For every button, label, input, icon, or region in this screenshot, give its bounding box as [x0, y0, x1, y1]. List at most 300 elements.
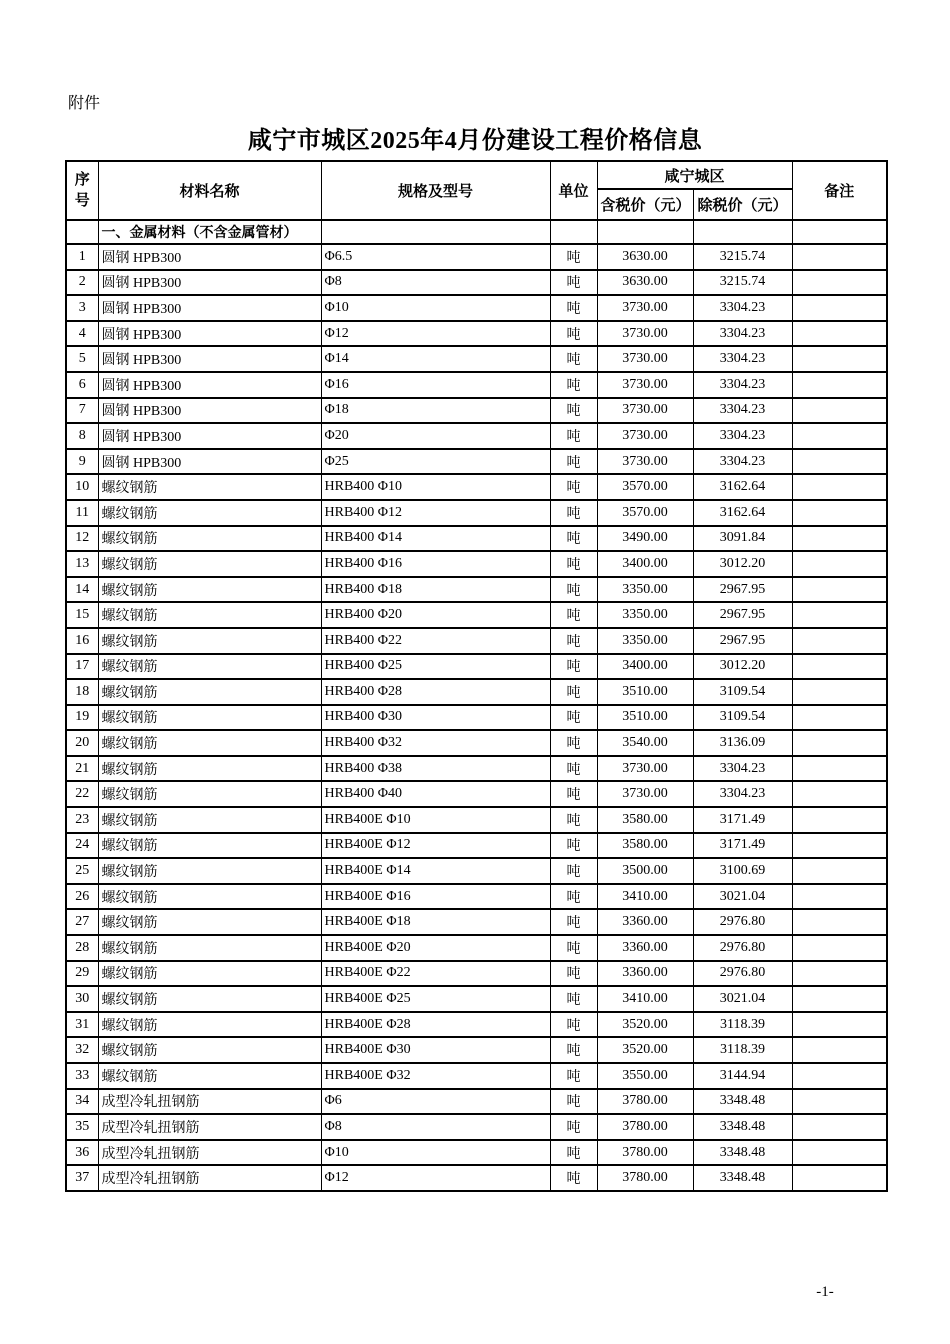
- cell-remark: [792, 526, 887, 552]
- table-row: [66, 398, 887, 424]
- cell-spec-model: HRB400 Φ32: [321, 730, 550, 756]
- table-row: [66, 526, 887, 552]
- cell-material-name: 螺纹钢筋: [98, 705, 321, 731]
- cell-unit: 吨: [550, 526, 597, 552]
- table-row: [66, 321, 887, 347]
- cell-unit: 吨: [550, 1063, 597, 1089]
- cell-unit: 吨: [550, 935, 597, 961]
- cell-unit: 吨: [550, 346, 597, 372]
- cell-price-excl-tax: [693, 220, 792, 244]
- table-row: [66, 935, 887, 961]
- table-row: [66, 807, 887, 833]
- col-header-seq: [66, 161, 98, 220]
- table-row: [66, 858, 887, 884]
- cell-remark: [792, 346, 887, 372]
- cell-remark: [792, 270, 887, 296]
- cell-material-name: 螺纹钢筋: [98, 500, 321, 526]
- cell-unit: 吨: [550, 244, 597, 270]
- cell-unit: 吨: [550, 551, 597, 577]
- cell-unit: 吨: [550, 423, 597, 449]
- cell-remark: [792, 1012, 887, 1038]
- table-row: [66, 628, 887, 654]
- cell-remark: [792, 321, 887, 347]
- cell-spec-model: HRB400E Φ16: [321, 884, 550, 910]
- cell-material-name: 圆钢 HPB300: [98, 372, 321, 398]
- cell-price-incl-tax: 3570.00: [597, 500, 693, 526]
- cell-material-name: 圆钢 HPB300: [98, 346, 321, 372]
- cell-remark: [792, 909, 887, 935]
- cell-seq: 10: [66, 474, 98, 500]
- col-header-material: 材料名称: [98, 161, 321, 220]
- cell-unit: 吨: [550, 1140, 597, 1166]
- cell-material-name: 螺纹钢筋: [98, 628, 321, 654]
- cell-price-excl-tax: 3012.20: [693, 551, 792, 577]
- cell-seq: 14: [66, 577, 98, 603]
- page-number: -1-: [816, 1284, 834, 1300]
- cell-material-name: 螺纹钢筋: [98, 679, 321, 705]
- cell-price-excl-tax: 3304.23: [693, 398, 792, 424]
- cell-spec-model: Φ8: [321, 270, 550, 296]
- cell-price-excl-tax: 3118.39: [693, 1037, 792, 1063]
- cell-material-name: 圆钢 HPB300: [98, 295, 321, 321]
- cell-material-name: 成型冷轧扭钢筋: [98, 1140, 321, 1166]
- table-row: [66, 833, 887, 859]
- cell-material-name: 成型冷轧扭钢筋: [98, 1114, 321, 1140]
- cell-price-excl-tax: 2967.95: [693, 628, 792, 654]
- table-row: [66, 551, 887, 577]
- cell-unit: 吨: [550, 730, 597, 756]
- cell-spec-model: Φ20: [321, 423, 550, 449]
- cell-spec-model: Φ6.5: [321, 244, 550, 270]
- cell-price-excl-tax: 3304.23: [693, 321, 792, 347]
- cell-material-name: 螺纹钢筋: [98, 474, 321, 500]
- cell-spec-model: HRB400 Φ16: [321, 551, 550, 577]
- cell-material-name: 螺纹钢筋: [98, 756, 321, 782]
- cell-price-excl-tax: 3021.04: [693, 986, 792, 1012]
- cell-remark: [792, 1114, 887, 1140]
- table-row: [66, 1063, 887, 1089]
- table-row: [66, 884, 887, 910]
- cell-unit: 吨: [550, 1037, 597, 1063]
- cell-price-incl-tax: 3730.00: [597, 449, 693, 475]
- cell-unit: 吨: [550, 807, 597, 833]
- cell-remark: [792, 781, 887, 807]
- cell-price-excl-tax: 3171.49: [693, 833, 792, 859]
- cell-remark: [792, 295, 887, 321]
- table-row: [66, 1114, 887, 1140]
- cell-seq: 28: [66, 935, 98, 961]
- cell-unit: 吨: [550, 398, 597, 424]
- cell-unit: 吨: [550, 833, 597, 859]
- cell-price-incl-tax: 3540.00: [597, 730, 693, 756]
- cell-seq: 1: [66, 244, 98, 270]
- cell-material-name: 螺纹钢筋: [98, 551, 321, 577]
- cell-unit: 吨: [550, 679, 597, 705]
- cell-unit: 吨: [550, 961, 597, 987]
- cell-seq: 25: [66, 858, 98, 884]
- cell-spec-model: HRB400E Φ30: [321, 1037, 550, 1063]
- cell-price-incl-tax: 3730.00: [597, 346, 693, 372]
- cell-seq: 36: [66, 1140, 98, 1166]
- cell-price-incl-tax: 3570.00: [597, 474, 693, 500]
- col-header-remark: 备注: [792, 161, 887, 220]
- cell-material-name: 成型冷轧扭钢筋: [98, 1089, 321, 1115]
- cell-seq: 8: [66, 423, 98, 449]
- table-row: [66, 602, 887, 628]
- cell-spec-model: HRB400 Φ22: [321, 628, 550, 654]
- cell-price-excl-tax: 3162.64: [693, 474, 792, 500]
- cell-seq: 23: [66, 807, 98, 833]
- table-row: [66, 423, 887, 449]
- cell-seq: 9: [66, 449, 98, 475]
- cell-material-name: 螺纹钢筋: [98, 1037, 321, 1063]
- cell-material-name: 螺纹钢筋: [98, 577, 321, 603]
- cell-price-incl-tax: 3730.00: [597, 372, 693, 398]
- cell-price-incl-tax: 3490.00: [597, 526, 693, 552]
- cell-spec-model: HRB400E Φ28: [321, 1012, 550, 1038]
- cell-price-excl-tax: 3109.54: [693, 679, 792, 705]
- table-row: [66, 1012, 887, 1038]
- table-row: [66, 756, 887, 782]
- cell-spec-model: HRB400E Φ32: [321, 1063, 550, 1089]
- cell-price-incl-tax: 3350.00: [597, 577, 693, 603]
- cell-price-incl-tax: 3730.00: [597, 295, 693, 321]
- cell-remark: [792, 551, 887, 577]
- cell-material-name: 螺纹钢筋: [98, 526, 321, 552]
- cell-price-excl-tax: 2976.80: [693, 961, 792, 987]
- cell-seq: 15: [66, 602, 98, 628]
- cell-remark: [792, 705, 887, 731]
- cell-seq: 29: [66, 961, 98, 987]
- cell-unit: 吨: [550, 449, 597, 475]
- cell-remark: [792, 1037, 887, 1063]
- cell-spec-model: HRB400 Φ38: [321, 756, 550, 782]
- table-row: [66, 577, 887, 603]
- cell-unit: 吨: [550, 1114, 597, 1140]
- cell-material-name: 螺纹钢筋: [98, 1063, 321, 1089]
- cell-material-name: 成型冷轧扭钢筋: [98, 1165, 321, 1191]
- table-row: [66, 679, 887, 705]
- cell-remark: [792, 577, 887, 603]
- table-row: [66, 1165, 887, 1191]
- cell-spec-model: HRB400E Φ14: [321, 858, 550, 884]
- cell-unit: 吨: [550, 756, 597, 782]
- cell-unit: 吨: [550, 1012, 597, 1038]
- cell-unit: 吨: [550, 781, 597, 807]
- cell-spec-model: HRB400E Φ22: [321, 961, 550, 987]
- cell-unit: 吨: [550, 628, 597, 654]
- cell-spec-model: Φ12: [321, 1165, 550, 1191]
- cell-remark: [792, 756, 887, 782]
- cell-unit: 吨: [550, 321, 597, 347]
- table-row: [66, 500, 887, 526]
- cell-spec-model: HRB400 Φ40: [321, 781, 550, 807]
- cell-seq: 19: [66, 705, 98, 731]
- cell-material-name: 圆钢 HPB300: [98, 321, 321, 347]
- col-header-spec: 规格及型号: [321, 161, 550, 220]
- table-row: [66, 781, 887, 807]
- cell-price-incl-tax: 3410.00: [597, 986, 693, 1012]
- cell-seq: 32: [66, 1037, 98, 1063]
- cell-price-incl-tax: 3730.00: [597, 321, 693, 347]
- cell-price-excl-tax: 3100.69: [693, 858, 792, 884]
- cell-spec-model: HRB400 Φ25: [321, 654, 550, 680]
- cell-unit: 吨: [550, 577, 597, 603]
- cell-remark: [792, 935, 887, 961]
- table-data-rows: [66, 244, 887, 1191]
- cell-remark: [792, 423, 887, 449]
- table-row: [66, 961, 887, 987]
- price-table-container: [65, 160, 888, 1192]
- cell-unit: 吨: [550, 602, 597, 628]
- cell-seq: 7: [66, 398, 98, 424]
- cell-spec-model: HRB400E Φ25: [321, 986, 550, 1012]
- cell-seq: 6: [66, 372, 98, 398]
- cell-spec-model: HRB400E Φ18: [321, 909, 550, 935]
- cell-remark: [792, 398, 887, 424]
- cell-unit: 吨: [550, 986, 597, 1012]
- cell-material-name: 圆钢 HPB300: [98, 244, 321, 270]
- cell-material-name: 圆钢 HPB300: [98, 423, 321, 449]
- cell-price-excl-tax: 3348.48: [693, 1089, 792, 1115]
- cell-price-incl-tax: 3400.00: [597, 654, 693, 680]
- table-row: [66, 244, 887, 270]
- cell-material-name: 圆钢 HPB300: [98, 270, 321, 296]
- cell-remark: [792, 807, 887, 833]
- cell-spec-model: Φ8: [321, 1114, 550, 1140]
- cell-spec-model: HRB400 Φ10: [321, 474, 550, 500]
- cell-price-incl-tax: 3360.00: [597, 909, 693, 935]
- cell-remark: [792, 220, 887, 244]
- cell-material-name: 螺纹钢筋: [98, 602, 321, 628]
- cell-price-incl-tax: 3730.00: [597, 756, 693, 782]
- cell-material-name: 螺纹钢筋: [98, 807, 321, 833]
- cell-unit: 吨: [550, 1165, 597, 1191]
- cell-spec-model: HRB400 Φ28: [321, 679, 550, 705]
- cell-seq: 35: [66, 1114, 98, 1140]
- cell-remark: [792, 986, 887, 1012]
- cell-material-name: 螺纹钢筋: [98, 884, 321, 910]
- cell-spec-model: HRB400E Φ12: [321, 833, 550, 859]
- table-row: [66, 270, 887, 296]
- table-body: [66, 220, 887, 244]
- table-header: [66, 161, 887, 220]
- cell-spec-model: Φ14: [321, 346, 550, 372]
- cell-price-incl-tax: 3500.00: [597, 858, 693, 884]
- cell-spec-model: Φ10: [321, 1140, 550, 1166]
- cell-remark: [792, 1165, 887, 1191]
- table-row: [66, 449, 887, 475]
- cell-price-excl-tax: 3348.48: [693, 1140, 792, 1166]
- cell-price-incl-tax: 3630.00: [597, 244, 693, 270]
- cell-price-excl-tax: 2976.80: [693, 909, 792, 935]
- cell-price-incl-tax: 3360.00: [597, 935, 693, 961]
- cell-unit: 吨: [550, 705, 597, 731]
- cell-unit: 吨: [550, 500, 597, 526]
- cell-remark: [792, 858, 887, 884]
- cell-spec-model: HRB400E Φ10: [321, 807, 550, 833]
- col-header-region: 咸宁城区: [597, 161, 792, 189]
- cell-seq: 13: [66, 551, 98, 577]
- cell-price-incl-tax: 3520.00: [597, 1037, 693, 1063]
- cell-spec-model: HRB400 Φ12: [321, 500, 550, 526]
- cell-price-incl-tax: 3360.00: [597, 961, 693, 987]
- cell-material-name: 螺纹钢筋: [98, 961, 321, 987]
- cell-remark: [792, 1063, 887, 1089]
- col-header-unit: 单位: [550, 161, 597, 220]
- cell-material-name: 螺纹钢筋: [98, 858, 321, 884]
- cell-price-excl-tax: 3215.74: [693, 270, 792, 296]
- header-row-1: [66, 161, 887, 189]
- cell-remark: [792, 500, 887, 526]
- section-title: 一、金属材料（不含金属管材）: [98, 220, 321, 244]
- cell-price-incl-tax: 3630.00: [597, 270, 693, 296]
- cell-seq: 20: [66, 730, 98, 756]
- cell-price-excl-tax: 3091.84: [693, 526, 792, 552]
- cell-price-incl-tax: 3350.00: [597, 628, 693, 654]
- cell-price-excl-tax: 3012.20: [693, 654, 792, 680]
- cell-remark: [792, 1089, 887, 1115]
- table-row: [66, 654, 887, 680]
- cell-seq: 16: [66, 628, 98, 654]
- cell-price-incl-tax: 3510.00: [597, 705, 693, 731]
- cell-price-excl-tax: 3171.49: [693, 807, 792, 833]
- cell-remark: [792, 833, 887, 859]
- cell-seq: [66, 220, 98, 244]
- cell-remark: [792, 654, 887, 680]
- cell-seq: 4: [66, 321, 98, 347]
- cell-unit: 吨: [550, 474, 597, 500]
- cell-seq: 33: [66, 1063, 98, 1089]
- cell-price-excl-tax: 3348.48: [693, 1114, 792, 1140]
- cell-material-name: 螺纹钢筋: [98, 935, 321, 961]
- cell-unit: 吨: [550, 270, 597, 296]
- cell-material-name: 螺纹钢筋: [98, 654, 321, 680]
- cell-price-incl-tax: 3730.00: [597, 423, 693, 449]
- cell-unit: 吨: [550, 884, 597, 910]
- cell-unit: 吨: [550, 654, 597, 680]
- section-row: [66, 220, 887, 244]
- table-row: [66, 474, 887, 500]
- cell-material-name: 螺纹钢筋: [98, 781, 321, 807]
- cell-spec-model: Φ25: [321, 449, 550, 475]
- cell-price-excl-tax: 3021.04: [693, 884, 792, 910]
- cell-unit: 吨: [550, 372, 597, 398]
- col-header-price-excl-tax: 除税价（元）: [693, 189, 792, 220]
- cell-price-incl-tax: 3510.00: [597, 679, 693, 705]
- cell-price-incl-tax: 3780.00: [597, 1165, 693, 1191]
- cell-spec-model: HRB400 Φ20: [321, 602, 550, 628]
- cell-spec-model: Φ6: [321, 1089, 550, 1115]
- cell-spec: [321, 220, 550, 244]
- cell-price-excl-tax: 3136.09: [693, 730, 792, 756]
- cell-price-incl-tax: 3550.00: [597, 1063, 693, 1089]
- table-row: [66, 986, 887, 1012]
- cell-spec-model: Φ16: [321, 372, 550, 398]
- table-row: [66, 705, 887, 731]
- cell-unit: [550, 220, 597, 244]
- cell-unit: 吨: [550, 295, 597, 321]
- cell-seq: 30: [66, 986, 98, 1012]
- cell-seq: 22: [66, 781, 98, 807]
- cell-unit: 吨: [550, 909, 597, 935]
- cell-unit: 吨: [550, 858, 597, 884]
- table-row: [66, 1089, 887, 1115]
- cell-price-excl-tax: 2967.95: [693, 602, 792, 628]
- cell-remark: [792, 628, 887, 654]
- cell-seq: 34: [66, 1089, 98, 1115]
- attachment-label: 附件: [68, 95, 101, 112]
- cell-material-name: 螺纹钢筋: [98, 909, 321, 935]
- cell-remark: [792, 372, 887, 398]
- cell-material-name: 螺纹钢筋: [98, 986, 321, 1012]
- table-row: [66, 1140, 887, 1166]
- cell-remark: [792, 730, 887, 756]
- cell-price-excl-tax: 3348.48: [693, 1165, 792, 1191]
- table-row: [66, 372, 887, 398]
- cell-seq: 2: [66, 270, 98, 296]
- cell-spec-model: Φ18: [321, 398, 550, 424]
- cell-price-excl-tax: 3215.74: [693, 244, 792, 270]
- cell-material-name: 螺纹钢筋: [98, 1012, 321, 1038]
- cell-material-name: 圆钢 HPB300: [98, 398, 321, 424]
- cell-material-name: 螺纹钢筋: [98, 730, 321, 756]
- cell-price-excl-tax: 3118.39: [693, 1012, 792, 1038]
- cell-price-excl-tax: 3109.54: [693, 705, 792, 731]
- cell-price-excl-tax: 3144.94: [693, 1063, 792, 1089]
- cell-seq: 18: [66, 679, 98, 705]
- cell-spec-model: HRB400 Φ30: [321, 705, 550, 731]
- cell-price-incl-tax: 3730.00: [597, 398, 693, 424]
- cell-price-incl-tax: 3410.00: [597, 884, 693, 910]
- cell-price-incl-tax: 3520.00: [597, 1012, 693, 1038]
- cell-material-name: 圆钢 HPB300: [98, 449, 321, 475]
- cell-price-excl-tax: 3304.23: [693, 449, 792, 475]
- cell-price-incl-tax: 3780.00: [597, 1114, 693, 1140]
- cell-seq: 3: [66, 295, 98, 321]
- cell-seq: 37: [66, 1165, 98, 1191]
- cell-remark: [792, 1140, 887, 1166]
- cell-remark: [792, 244, 887, 270]
- cell-price-incl-tax: 3580.00: [597, 807, 693, 833]
- cell-price-incl-tax: [597, 220, 693, 244]
- cell-seq: 21: [66, 756, 98, 782]
- cell-price-excl-tax: 3304.23: [693, 423, 792, 449]
- cell-price-excl-tax: 3304.23: [693, 295, 792, 321]
- cell-unit: 吨: [550, 1089, 597, 1115]
- table-row: [66, 909, 887, 935]
- cell-price-excl-tax: 2967.95: [693, 577, 792, 603]
- table-row: [66, 346, 887, 372]
- cell-remark: [792, 602, 887, 628]
- cell-price-incl-tax: 3400.00: [597, 551, 693, 577]
- cell-spec-model: HRB400 Φ18: [321, 577, 550, 603]
- cell-price-excl-tax: 3162.64: [693, 500, 792, 526]
- cell-seq: 12: [66, 526, 98, 552]
- cell-seq: 31: [66, 1012, 98, 1038]
- cell-material-name: 螺纹钢筋: [98, 833, 321, 859]
- cell-remark: [792, 474, 887, 500]
- table-row: [66, 295, 887, 321]
- cell-price-excl-tax: 3304.23: [693, 756, 792, 782]
- cell-remark: [792, 679, 887, 705]
- col-header-price-incl-tax: 含税价（元）: [597, 189, 693, 220]
- cell-seq: 26: [66, 884, 98, 910]
- cell-remark: [792, 449, 887, 475]
- cell-spec-model: Φ12: [321, 321, 550, 347]
- table-row: [66, 1037, 887, 1063]
- cell-price-incl-tax: 3780.00: [597, 1140, 693, 1166]
